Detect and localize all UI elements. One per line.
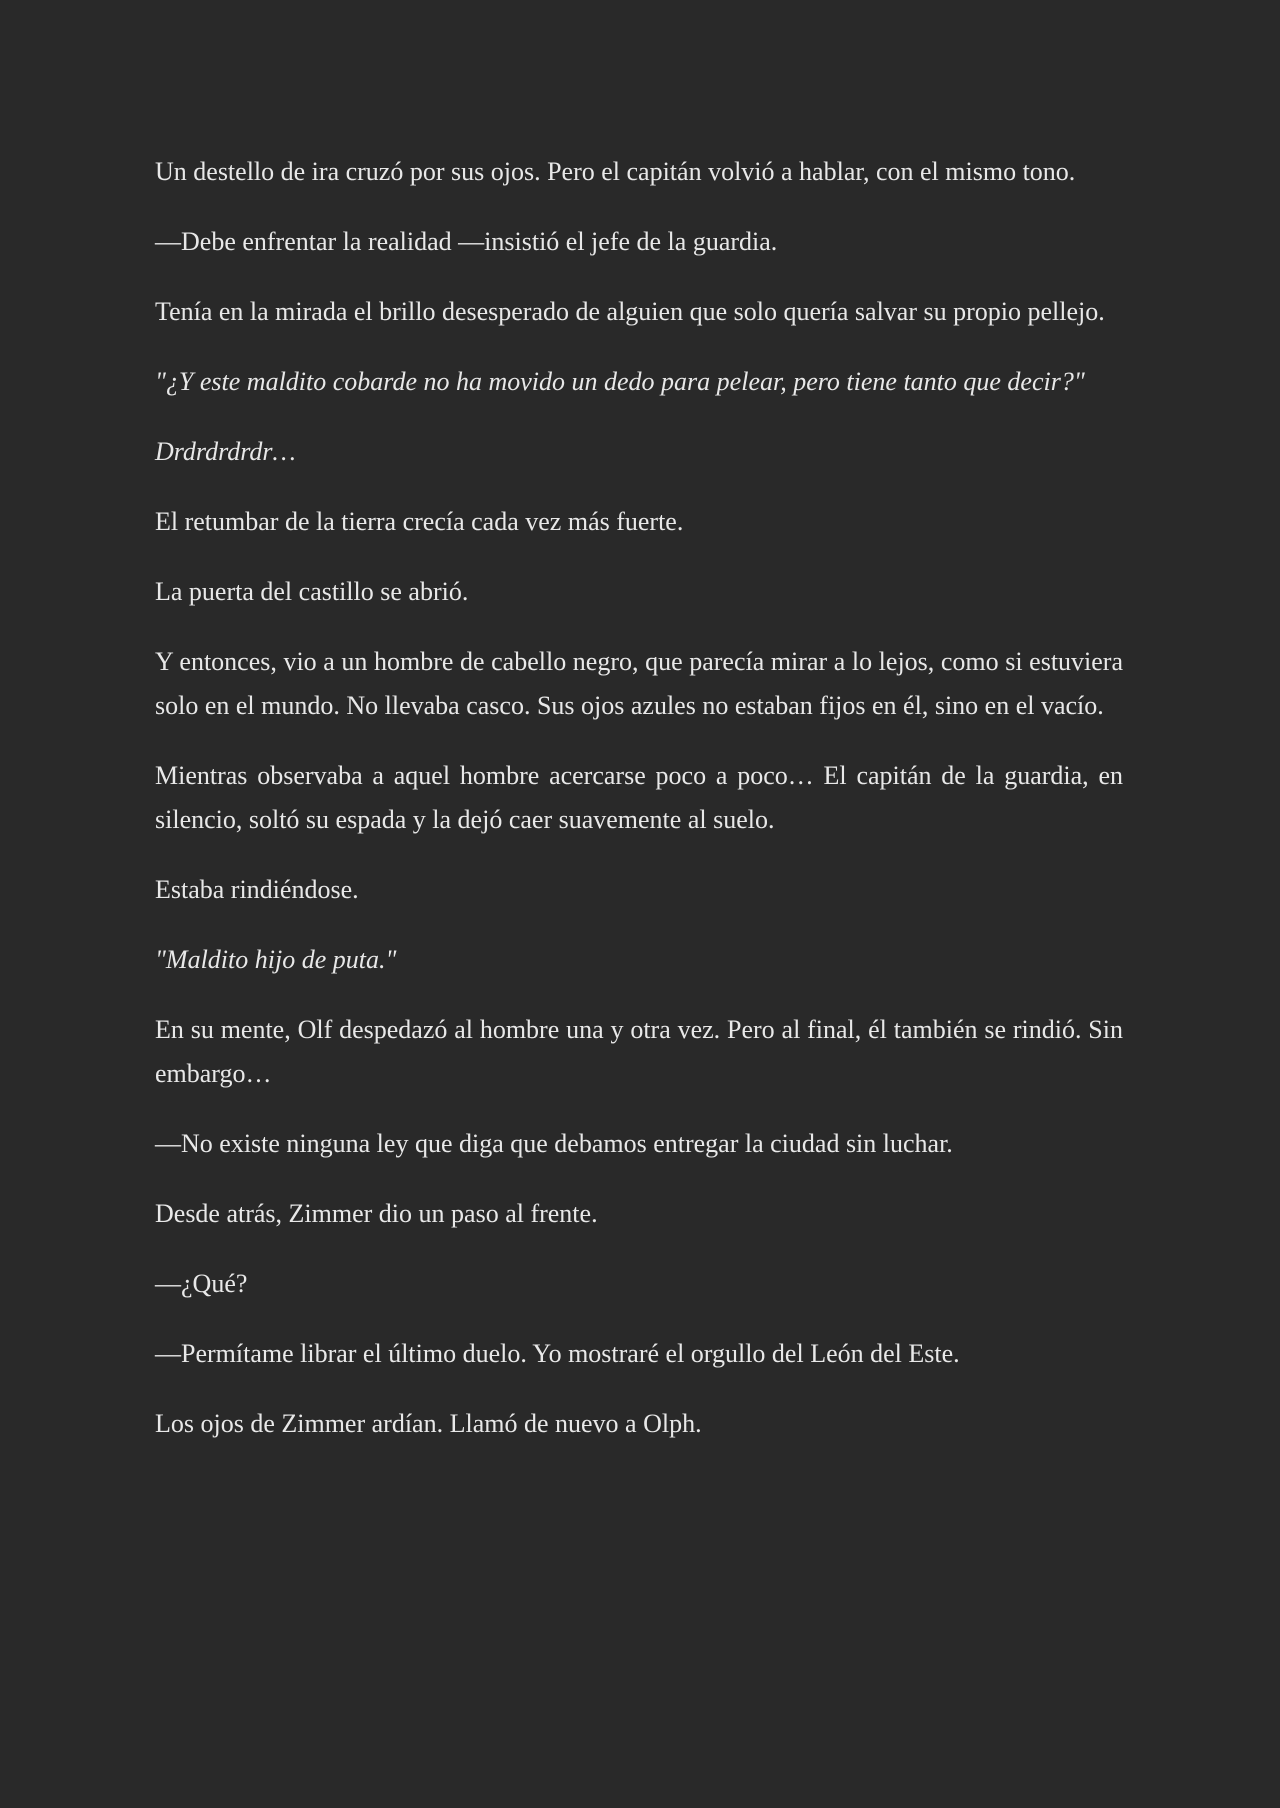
- paragraph: Y entonces, vio a un hombre de cabello negro, que parecía mirar a lo lejos, como si estuviera solo en el mundo. No llevaba casco. Sus ojos azules no estaban fijos en él, sino en el vacío.: [155, 647, 1123, 720]
- paragraph: —¿Qué?: [155, 1269, 248, 1298]
- paragraph: —Debe enfrentar la realidad —insistió el jefe de la guardia.: [155, 227, 778, 256]
- paragraph: Los ojos de Zimmer ardían. Llamó de nuevo a Olph.: [155, 1409, 702, 1438]
- paragraph: La puerta del castillo se abrió.: [155, 577, 469, 606]
- paragraph: Un destello de ira cruzó por sus ojos. Pero el capitán volvió a hablar, con el mismo tono.: [155, 157, 1076, 186]
- paragraph: Mientras observaba a aquel hombre acercarse poco a poco… El capitán de la guardia, en silencio, soltó su espada y la dejó caer suavemente al suelo.: [155, 761, 1123, 834]
- paragraph: El retumbar de la tierra crecía cada vez más fuerte.: [155, 507, 684, 536]
- italic-sound-paragraph: Drdrdrdrdr…: [155, 437, 296, 466]
- paragraph: Estaba rindiéndose.: [155, 875, 359, 904]
- paragraph: —No existe ninguna ley que diga que debamos entregar la ciudad sin luchar.: [155, 1129, 953, 1158]
- paragraph: En su mente, Olf despedazó al hombre una y otra vez. Pero al final, él también se rindió. Sin embargo…: [155, 1015, 1123, 1088]
- italic-thought-paragraph: "¿Y este maldito cobarde no ha movido un dedo para pelear, pero tiene tanto que decir?": [155, 367, 1085, 396]
- paragraph: —Permítame librar el último duelo. Yo mostraré el orgullo del León del Este.: [155, 1339, 960, 1368]
- paragraph: Tenía en la mirada el brillo desesperado de alguien que solo quería salvar su propio pellejo.: [155, 297, 1105, 326]
- paragraph: Desde atrás, Zimmer dio un paso al frente.: [155, 1199, 598, 1228]
- chapter-text: [155, 150, 1123, 1472]
- italic-thought-paragraph: "Maldito hijo de puta.": [155, 945, 397, 974]
